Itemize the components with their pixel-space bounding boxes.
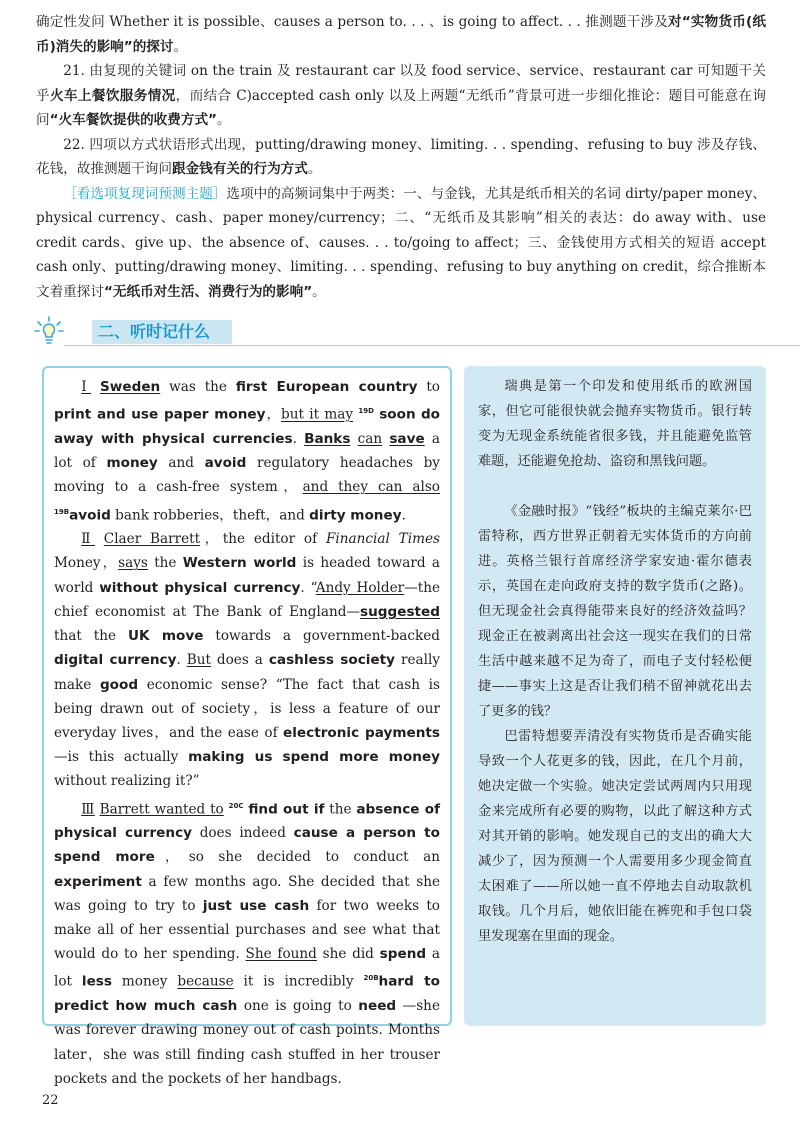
- intro-paragraph-1: 确定性发问 Whether it is possible、causes a person to. . . 、is going to affect. . . 推测题干涉及对“实物货币(纸币)消失的影响”的探讨。: [36, 14, 766, 55]
- passage-paragraph-3: Ⅲ Barrett wanted to $^{20C}$ find out if the absence of physical currency does indeed cause a person to spend more，so she decided to conduct an experiment a few months ago. She decided that she was going to try to just use cash for two weeks to make all of her essential purchases and see what that would do to her spending. She found she did spend a lot less money because it is incredibly $^{20B}$hard to predict how much cash one is going to need —she was forever drawing money out of cash points. Months later，she was still finding cash stuffed in her trouser pockets and the pockets of her handbags.: [54, 801, 441, 1087]
- page-number: 22: [42, 1093, 59, 1108]
- passage-paragraph-1: Ⅰ Sweden was the first European country to print and use paper money，but it may $^{19D}$ soon do away with physical currencies. Banks can save a lot of money and avoid regulatory headaches by moving to a cash-free system，and they can also $^{19B}$avoid bank robberies，theft，and dirty money.: [54, 379, 441, 524]
- section-title: 二、听时记什么: [98, 322, 211, 341]
- analysis-text: [36, 10, 766, 304]
- question-marker: 20C: [228, 801, 244, 810]
- translation-paragraph-1: 瑞典是第一个印发和使用纸币的欧洲国家，但它可能很快就会抛弃实物货币。银行转变为无现金系统能省很多钱，并且能避免监管难题，还能避免抢劫、盗窃和黑钱问题。: [478, 379, 752, 469]
- question-marker: 19D: [358, 407, 374, 416]
- section-heading: [34, 316, 766, 348]
- intro-paragraph-3: 22. 四项以方式状语形式出现，putting/drawing money、limiting. . . spending、refusing to buy 涉及存钱、花钱，故推测题干询问跟金钱有关的行为方式。: [36, 136, 766, 177]
- question-marker: 19B: [54, 507, 70, 516]
- section-divider: [64, 345, 800, 346]
- english-passage-box: [42, 366, 452, 1087]
- intro-paragraph-4: ［看选项复现词预测主题］选项中的高频词集中于两类：一、与金钱，尤其是纸币相关的名词 dirty/paper money、physical currency、cash、paper money/currency；二、“无纸币及其影响”相关的表达：do away with、use credit cards、give up、the absence of、causes. . . to/going to affect；三、金钱使用方式相关的短语 accept cash only、putting/drawing money、limiting. . . spending、refusing to buy anything on credit，综合推断本文着重探讨“无纸币对生活、消费行为的影响”。: [36, 185, 767, 300]
- question-marker: 20B: [363, 974, 379, 983]
- translation-paragraph-3: 巴雷特想要弄清没有实物货币是否确实能导致一个人花更多的钱，因此，在几个月前，她决定做一个实验。她决定尝试两周内只用现金来完成所有必要的购物，以此了解这种方式对其开销的影响。她发现自己的支出的确大大减少了，因为预测一个人需要用多少现金简直太困难了——所以她一直不停地去自动取款机取钱。几个月后，她依旧能在裤兜和手包口袋里发现塞在里面的现金。: [478, 729, 752, 944]
- intro-paragraph-2: 21. 由复现的关键词 on the train 及 restaurant car 以及 food service、service、restaurant car 可知题干关乎火车上餐饮服务情况，而结合 C)accepted cash only 以及上两题“无纸币”背景可进一步细化推论：题目可能意在询问“火车餐饮提供的收费方式”。: [36, 63, 767, 128]
- tip-label: ［看选项复现词预测主题］: [63, 185, 227, 202]
- lightbulb-icon: [34, 316, 64, 346]
- translation-paragraph-2: 《金融时报》“钱经”板块的主编克莱尔·巴雷特称，西方世界正朝着无实体货币的方向前进。英格兰银行首席经济学家安迪·霍尔德表示，英国在走向政府支持的数字货币(之路)。但无现金社会真得能带来良好的经济效益吗？现金正在被剥离出社会这一现实在我们的日常生活中越来越不足为奇了，而电子支付轻松便捷——事实上这是否让我们稍不留神就花出去了更多的钱？: [478, 504, 752, 719]
- chinese-translation-box: [464, 366, 766, 1026]
- passage-paragraph-2: Ⅱ Claer Barrett，the editor of Financial Times Money，says the Western world is headed toward a world without physical currency. “Andy Holder—the chief economist at The Bank of England—suggested that the UK move towards a government-backed digital currency. But does a cashless society really make good economic sense? “The fact that cash is being drawn out of society，is less a feature of our everyday lives，and the ease of electronic payments—is this actually making us spend more money without realizing it?”: [54, 531, 441, 790]
